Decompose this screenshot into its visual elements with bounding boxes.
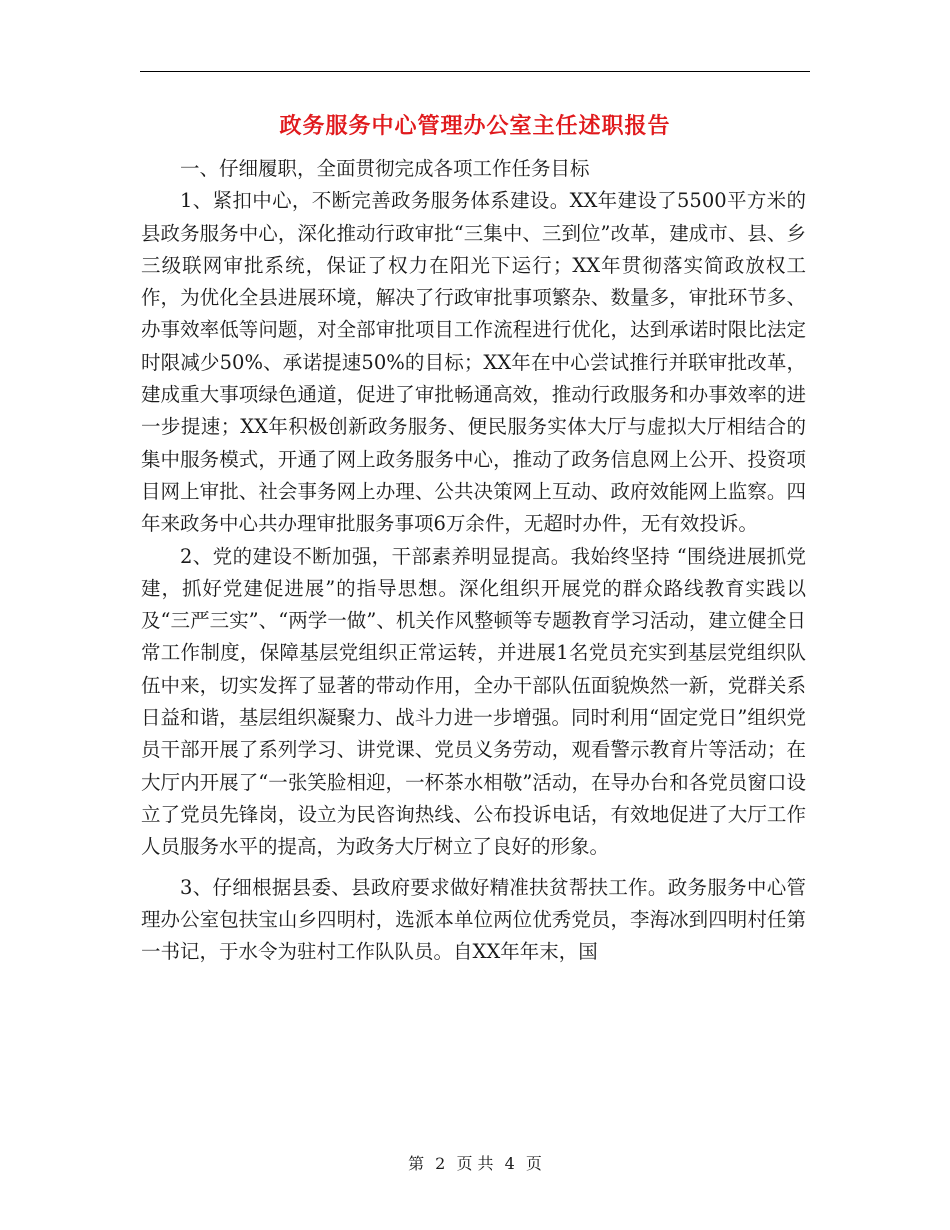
footer-middle: 页 共 (456, 1154, 494, 1173)
paragraph-2: 2、党的建设不断加强，干部素养明显提高。我始终坚持 “围绕进展抓党建，抓好党建促进展”的指导思想。深化组织开展党的群众路线教育实践以及“三严三实”、“两学一做”、机关作风整顿等专题教育学习活动，建立健全日常工作制度，保障基层党组织正常运转，并进展1名党员充实到基层党组织队伍中来，切实发挥了显著的带动作用，全办干部队伍面貌焕然一新，党群关系日益和谐，基层组织凝聚力、战斗力进一步增强。同时利用“固定党日”组织党员干部开展了系列学习、讲党课、党员义务劳动，观看警示教育片等活动；在大厅内开展了“一张笑脸相迎，一杯茶水相敬”活动，在导办台和各党员窗口设立了党员先锋岗，设立为民咨询热线、公布投诉电话，有效地促进了大厅工作人员服务水平的提高，为政务大厅树立了良好的形象。 (141, 544, 806, 859)
footer-page-number: 2 (435, 1154, 446, 1173)
document-body (141, 153, 806, 968)
paragraph-1: 1、紧扣中心，不断完善政务服务体系建设。XX年建设了5500平方米的县政务服务中心，深化推动行政审批“三集中、三到位”改革，建成市、县、乡三级联网审批系统，保证了权力在阳光下运行；XX年贯彻落实简政放权工作，为优化全县进展环境，解决了行政审批事项繁杂、数量多，审批环节多、办事效率低等问题，对全部审批项目工作流程进行优化，达到承诺时限比法定时限减少50%、承诺提速50%的目标；XX年在中心尝试推行并联审批改革，建成重大事项绿色通道，促进了审批畅通高效，推动行政服务和办事效率的进一步提速；XX年积极创新政务服务、便民服务实体大厅与虚拟大厅相结合的集中服务模式，开通了网上政务服务中心，推动了政务信息网上公开、投资项目网上审批、社会事务网上办理、公共决策网上互动、政府效能网上监察。四年来政务中心共办理审批服务事项6万余件，无超时办件，无有效投诉。 (141, 189, 806, 536)
document-title: 政务服务中心管理办公室主任述职报告 (279, 113, 671, 139)
section-heading: 一、仔细履职，全面贯彻完成各项工作任务目标 (180, 157, 590, 180)
header-rule (140, 71, 810, 72)
footer-prefix: 第 (408, 1154, 425, 1173)
paragraph-3: 3、仔细根据县委、县政府要求做好精准扶贫帮扶工作。政务服务中心管理办公室包扶宝山乡四明村，选派本单位两位优秀党员，李海冰到四明村任第一书记，于水令为驻村工作队队员。自XX年年末，国 (141, 875, 806, 964)
footer-total-pages: 4 (504, 1154, 515, 1173)
page-footer (140, 1152, 810, 1176)
footer-suffix: 页 (525, 1154, 542, 1173)
